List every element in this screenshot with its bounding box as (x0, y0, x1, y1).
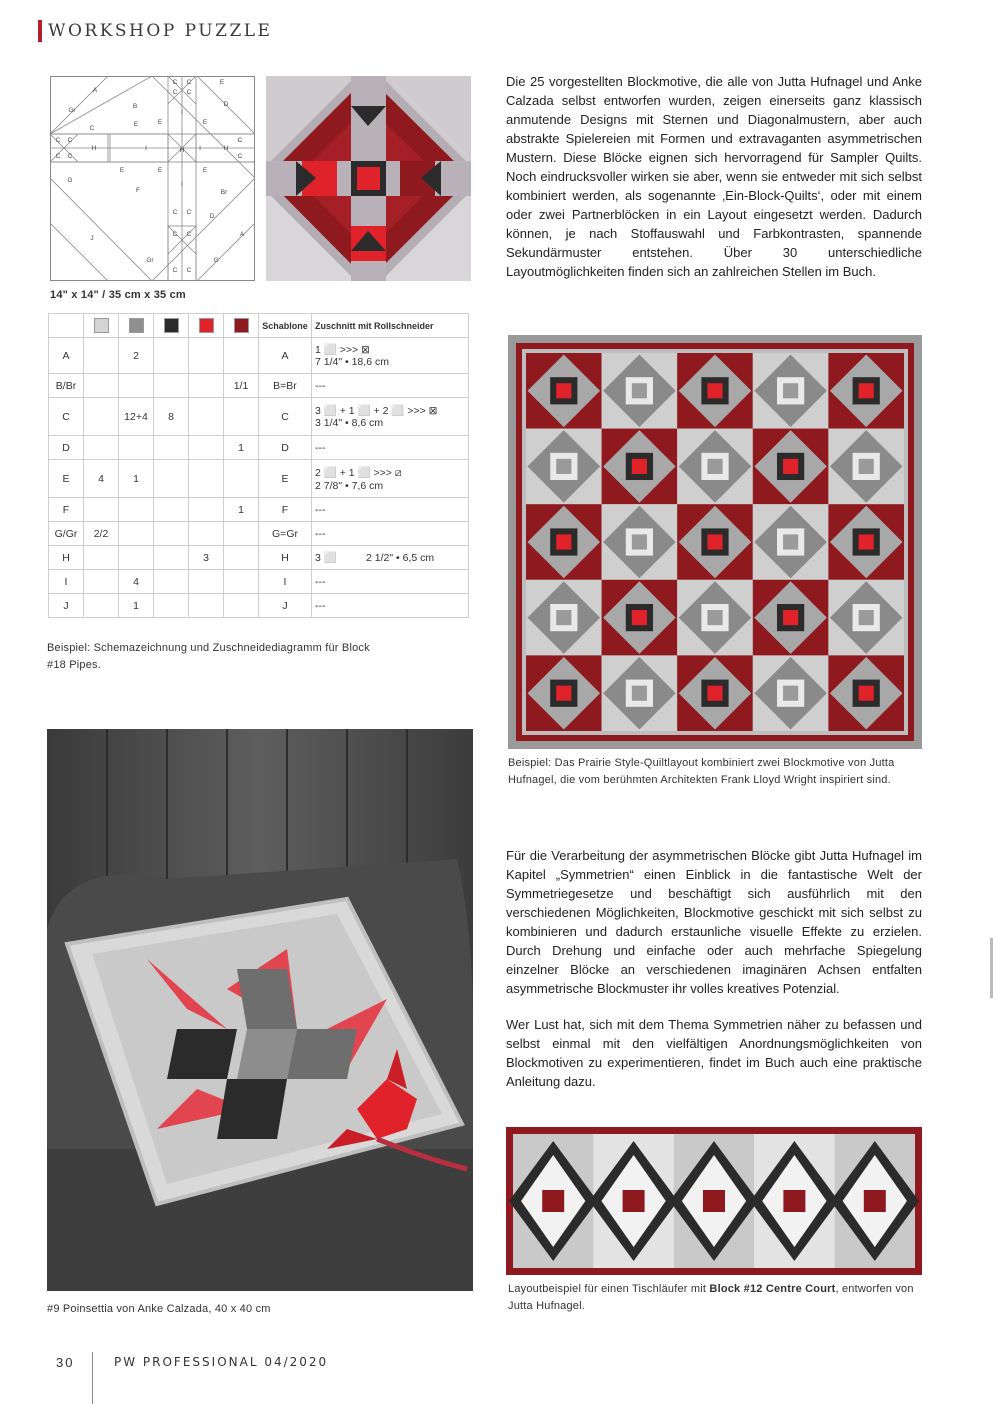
quilt-core (859, 610, 874, 625)
table-cell (189, 498, 224, 522)
table-cell: 12+4 (119, 398, 154, 436)
table-cell: 4 (119, 570, 154, 594)
table-cell (224, 546, 259, 570)
cut-cell (312, 460, 469, 498)
row-label: A (49, 338, 84, 374)
cut-line: --- (315, 503, 326, 516)
table-cell (84, 436, 119, 460)
table-cell (224, 338, 259, 374)
block-schematic-svg (50, 76, 255, 281)
diagram-label: D (223, 101, 229, 108)
magazine-name: PW PROFESSIONAL 04/2020 (114, 1355, 329, 1369)
template-cell: B=Br (259, 374, 312, 398)
quilt-core (859, 686, 874, 701)
section-title: WORKSHOP PUZZLE (48, 21, 273, 41)
table-cell (189, 398, 224, 436)
cut-line: --- (315, 575, 326, 588)
table-cell (154, 436, 189, 460)
cut-line: --- (315, 441, 326, 454)
cut-line: --- (315, 379, 326, 392)
table-cell: 2 (119, 338, 154, 374)
cut-table-caption: Beispiel: Schemazeichnung und Zuschneidediagramm für Block #18 Pipes. (47, 642, 370, 671)
diagram-label: J (90, 235, 94, 242)
block-18-fabric-image (266, 76, 471, 281)
template-cell: G=Gr (259, 522, 312, 546)
table-cell (84, 398, 119, 436)
diagram-label: C (172, 231, 178, 238)
table-cell: 8 (154, 398, 189, 436)
row-label: C (49, 398, 84, 436)
table-header-row (49, 314, 469, 338)
runner-center (864, 1190, 886, 1212)
table-cell (224, 460, 259, 498)
swatch-light-grey (94, 318, 109, 333)
table-runner-svg (506, 1127, 922, 1275)
diagram-label: E (133, 121, 139, 128)
row-label: J (49, 594, 84, 618)
diagram-label: E (219, 79, 225, 86)
row-label: I (49, 570, 84, 594)
table-cell (224, 570, 259, 594)
quilt-core (707, 610, 722, 625)
table-row (49, 460, 469, 498)
swatch-wine (234, 318, 249, 333)
table-row (49, 374, 469, 398)
diagram-label: C (67, 137, 73, 144)
table-cell (119, 436, 154, 460)
diagram-label: E (157, 119, 163, 126)
quilt-core (859, 459, 874, 474)
table-cell (154, 570, 189, 594)
diagram-label: A (239, 231, 245, 238)
diagram-label: I (181, 181, 183, 188)
table-cell (84, 374, 119, 398)
table-cell (84, 594, 119, 618)
cut-cell (312, 498, 469, 522)
table-row (49, 398, 469, 436)
runner-caption-pre: Layoutbeispiel für einen Tischläufer mit (508, 1283, 710, 1295)
table-row (49, 546, 469, 570)
row-label: D (49, 436, 84, 460)
table-cell (189, 338, 224, 374)
table-cell (84, 570, 119, 594)
pillow-caption: #9 Poinsettia von Anke Calzada, 40 x 40 cm (47, 1303, 271, 1315)
diagram-label: C (67, 153, 73, 160)
diagram-label: E (202, 119, 208, 126)
table-cell (189, 522, 224, 546)
quilt-core (859, 383, 874, 398)
diagram-label: Br (220, 189, 228, 196)
diagram-label: E (119, 167, 125, 174)
quilt-core (556, 686, 571, 701)
cut-cell (312, 338, 469, 374)
table-cell (84, 546, 119, 570)
diagram-label: C (186, 267, 192, 274)
table-cell (189, 436, 224, 460)
diagram-label: C (186, 209, 192, 216)
block-size-caption: 14" x 14" / 35 cm x 35 cm (50, 289, 186, 301)
template-cell: E (259, 460, 312, 498)
quilt-core (556, 610, 571, 625)
cut-cell (312, 436, 469, 460)
diagram-label: E (202, 167, 208, 174)
table-cell (154, 546, 189, 570)
table-runner-image (506, 1127, 922, 1275)
quilt-core (783, 383, 798, 398)
quilt-core (632, 610, 647, 625)
footer-divider (92, 1352, 93, 1404)
table-cell (154, 594, 189, 618)
prairie-quilt-svg (508, 335, 922, 749)
quilt-core (632, 459, 647, 474)
cut-cell (312, 570, 469, 594)
diagram-label: C (172, 79, 178, 86)
cut-line: 1 ⬜ >>> ⊠ (315, 344, 370, 356)
table-cell (189, 570, 224, 594)
quilt-core (556, 459, 571, 474)
quilt-caption: Beispiel: Das Prairie Style-Quiltlayout kombiniert zwei Blockmotive von Jutta Hufnagel, die vom berühmten Architekten Frank Lloyd Wright inspiriert sind. (508, 757, 895, 786)
quilt-core (556, 534, 571, 549)
table-cell (189, 594, 224, 618)
template-cell: D (259, 436, 312, 460)
row-label: F (49, 498, 84, 522)
diagram-label: C (186, 231, 192, 238)
block-18-svg (266, 76, 471, 281)
cut-cell (312, 374, 469, 398)
table-cell (154, 498, 189, 522)
diagram-label: C (237, 137, 243, 144)
diagram-label: I (181, 109, 183, 116)
diagram-label: C (55, 137, 61, 144)
table-cell: 1 (224, 436, 259, 460)
table-cell: 1 (224, 498, 259, 522)
table-cell (189, 374, 224, 398)
table-cell (154, 460, 189, 498)
prairie-quilt-image (508, 335, 922, 749)
quilt-core (783, 534, 798, 549)
cut-table-container (48, 313, 469, 618)
cut-line: 3 ⬜ + 1 ⬜ + 2 ⬜ >>> ⊠ (315, 405, 438, 417)
cut-line: 2 ⬜ + 1 ⬜ >>> ⧄ (315, 466, 402, 479)
diagram-label: C (89, 125, 95, 132)
block-schematic-diagram (50, 76, 255, 281)
table-row (49, 338, 469, 374)
template-cell: H (259, 546, 312, 570)
table-cell (119, 374, 154, 398)
runner-caption-block: Block #12 Centre Court (709, 1283, 836, 1295)
template-cell: F (259, 498, 312, 522)
cut-cell (312, 522, 469, 546)
quilt-core (632, 383, 647, 398)
page-number: 30 (56, 1355, 75, 1370)
cut-line: --- (315, 527, 326, 540)
diagram-label: C (172, 209, 178, 216)
table-cell (84, 498, 119, 522)
diagram-label: Gr (68, 107, 76, 114)
table-cell (119, 522, 154, 546)
cut-line: 3 ⬜ 2 1/2" • 6,5 cm (315, 552, 435, 564)
table-cell (189, 460, 224, 498)
table-cell (224, 522, 259, 546)
quilt-core (632, 686, 647, 701)
quilt-core (783, 459, 798, 474)
quilt-core (556, 383, 571, 398)
template-cell: I (259, 570, 312, 594)
swatch-black (164, 318, 179, 333)
diagram-label: H (91, 145, 97, 152)
diagram-label: C (172, 89, 178, 96)
diagram-label: F (136, 187, 140, 194)
tip-paragraph: Wer Lust hat, sich mit dem Thema Symmetrien näher zu befassen und selbst einmal mit den vielfältigen Anordnungsmöglichkeiten von Blockmotiven zu experimentieren, findet im Buch auch eine praktische Anleitung dazu. (506, 1017, 922, 1089)
table-cell: 1 (119, 460, 154, 498)
table-cell (224, 594, 259, 618)
runner-caption (508, 1281, 918, 1315)
diagram-label: I (145, 145, 147, 152)
intro-paragraph: Die 25 vorgestellten Blockmotive, die alle von Jutta Hufnagel und Anke Calzada selbst entworfen wurden, zeigen einerseits ganz klassisch anmutende Designs mit Sternen und Diagonalmustern, aber auch abstrakte Spielereien mit Formen und extravaganten asymmetrischen Mustern. Diese Blöcke eignen sich hervorragend für Sampler Quilts. Noch eindrucksvoller wirken sie aber, wenn sie entweder mit sich selbst kombiniert werden, als sogenannte ‚Ein-Block-Quilts‘, oder mit einem oder zwei Partnerblöcken in ein Layout eingesetzt werden. Dadurch können, je nach Stoffauswahl und Farbkontrasten, spannende Sekundärmuster entstehen. Über 30 unterschiedliche Layoutmöglichkeiten finden sich an zahlreichen Stellen im Buch. (506, 74, 922, 279)
diagram-label: Gr (146, 257, 154, 264)
template-cell: A (259, 338, 312, 374)
table-cell (224, 398, 259, 436)
cut-cell (312, 398, 469, 436)
runner-center (542, 1190, 564, 1212)
table-row (49, 498, 469, 522)
table-row (49, 522, 469, 546)
diagram-label: C (186, 79, 192, 86)
table-cell: 4 (84, 460, 119, 498)
table-cell (154, 338, 189, 374)
cut-cell (312, 546, 469, 570)
diagram-label: D (209, 213, 215, 220)
diagram-label: C (55, 153, 61, 160)
quilt-core (707, 534, 722, 549)
table-cell: 2/2 (84, 522, 119, 546)
table-cell: 1 (119, 594, 154, 618)
cut-line: 3 1/4" • 8,6 cm (315, 417, 384, 429)
cut-cell (312, 594, 469, 618)
header-cut: Zuschnitt mit Rollschneider (312, 314, 469, 338)
runner-center (783, 1190, 805, 1212)
template-cell: C (259, 398, 312, 436)
swatch-red (199, 318, 214, 333)
quilt-core (783, 686, 798, 701)
cut-line: --- (315, 599, 326, 612)
diagram-label: G (213, 257, 219, 264)
diagram-label: C (237, 153, 243, 160)
quilt-core (707, 383, 722, 398)
runner-caption-post: , entworfen von Jutta Hufnagel. (508, 1283, 914, 1312)
row-label: B/Br (49, 374, 84, 398)
header-schablone: Schablone (259, 314, 312, 338)
quilt-core (783, 610, 798, 625)
table-cell (119, 546, 154, 570)
diagram-label: G (67, 177, 73, 184)
template-cell: J (259, 594, 312, 618)
page-header (38, 18, 272, 44)
quilt-core (632, 534, 647, 549)
quilt-core (707, 686, 722, 701)
table-cell (119, 498, 154, 522)
swatch-mid-grey (129, 318, 144, 333)
quilt-core (707, 459, 722, 474)
runner-center (623, 1190, 645, 1212)
table-cell: 1/1 (224, 374, 259, 398)
diagram-label: E (157, 167, 163, 174)
diagram-label: B (132, 103, 138, 110)
row-label: E (49, 460, 84, 498)
row-label: G/Gr (49, 522, 84, 546)
diagram-label: H (179, 147, 185, 154)
diagram-label: I (199, 145, 201, 152)
diagram-label: C (186, 89, 192, 96)
quilt-core (859, 534, 874, 549)
table-cell (154, 374, 189, 398)
poinsettia-pillow-photo (47, 729, 473, 1291)
table-row (49, 594, 469, 618)
cut-line: 2 7/8" • 7,6 cm (315, 479, 384, 492)
symmetry-paragraph: Für die Verarbeitung der asymmetrischen Blöcke gibt Jutta Hufnagel im Kapitel „Symmetrien“ einen Einblick in die fantastische Welt der Symmetriegesetze und beschäftigt sich ausführlich mit den verschiedenen Möglichkeiten, Blockmotive geschickt mit sich selbst zu kombinieren und dadurch erstaunliche visuelle Effekte zu erzielen. Durch Drehung und einfache oder auch mehrfache Spiegelung einzelner Blöcke an verschiedenen imaginären Achsen entfalten asymmetrische Blockmuster ihr volles kreatives Potenzial. (506, 848, 922, 996)
row-label: H (49, 546, 84, 570)
pillow-photo-svg (47, 729, 473, 1291)
table-cell (84, 338, 119, 374)
diagram-label: A (92, 87, 98, 94)
diagram-label: C (172, 267, 178, 274)
table-cell: 3 (189, 546, 224, 570)
diagram-label: H (223, 145, 229, 152)
table-cell (154, 522, 189, 546)
runner-center (703, 1190, 725, 1212)
table-row (49, 570, 469, 594)
table-row (49, 436, 469, 460)
cut-line: 7 1/4" • 18,6 cm (315, 356, 389, 368)
cut-table (48, 313, 469, 618)
header-accent-bar (38, 20, 42, 42)
